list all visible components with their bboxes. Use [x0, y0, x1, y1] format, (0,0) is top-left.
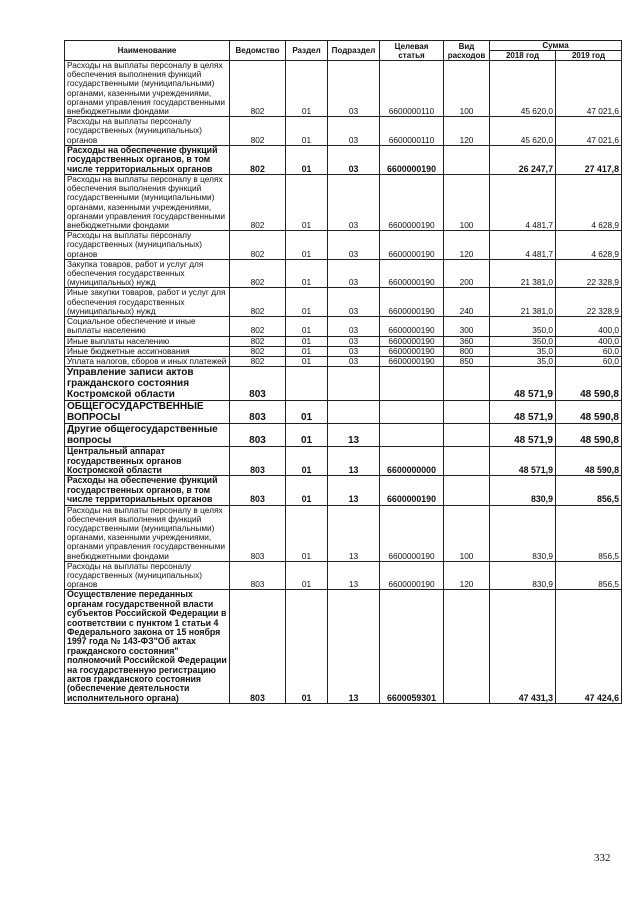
cell-razdel: 01	[286, 424, 328, 447]
cell-vedomstvo: 803	[230, 447, 286, 476]
cell-celevaya-statya: 6600000110	[380, 61, 444, 117]
cell-name: Иные бюджетные ассигнования	[65, 346, 230, 356]
cell-vedomstvo: 802	[230, 356, 286, 366]
cell-vedomstvo: 802	[230, 336, 286, 346]
cell-sum-2019: 400,0	[556, 336, 622, 346]
cell-razdel: 01	[286, 145, 328, 174]
cell-sum-2019: 27 417,8	[556, 145, 622, 174]
cell-sum-2019: 22 328,9	[556, 259, 622, 288]
cell-name: Расходы на выплаты персоналу в целях обеспечения выполнения функций государственными (муниципальными) органами, казенными учреждениями, органами управления государственными внебюджетными фондами	[65, 505, 230, 561]
cell-sum-2019: 47 021,6	[556, 117, 622, 146]
header-summa: Сумма	[490, 41, 622, 51]
cell-sum-2018: 830,9	[490, 476, 556, 505]
cell-sum-2019: 48 590,8	[556, 447, 622, 476]
cell-sum-2018: 830,9	[490, 505, 556, 561]
cell-celevaya-statya: 6600000190	[380, 317, 444, 336]
cell-vid-raskhodov: 800	[444, 346, 490, 356]
cell-vid-raskhodov	[444, 590, 490, 704]
table-row	[65, 317, 622, 336]
cell-podrazdel: 03	[328, 346, 380, 356]
cell-vedomstvo: 802	[230, 259, 286, 288]
cell-sum-2018: 4 481,7	[490, 175, 556, 231]
cell-podrazdel: 03	[328, 61, 380, 117]
cell-podrazdel: 03	[328, 288, 380, 317]
cell-celevaya-statya	[380, 401, 444, 424]
cell-vedomstvo: 803	[230, 476, 286, 505]
cell-podrazdel: 13	[328, 590, 380, 704]
cell-vedomstvo: 802	[230, 231, 286, 260]
cell-razdel: 01	[286, 231, 328, 260]
cell-podrazdel: 03	[328, 259, 380, 288]
cell-celevaya-statya: 6600000190	[380, 336, 444, 346]
cell-vid-raskhodov: 100	[444, 505, 490, 561]
cell-celevaya-statya: 6600000190	[380, 175, 444, 231]
table-row	[65, 505, 622, 561]
cell-celevaya-statya	[380, 424, 444, 447]
cell-podrazdel: 13	[328, 424, 380, 447]
cell-podrazdel: 03	[328, 231, 380, 260]
cell-name: Уплата налогов, сборов и иных платежей	[65, 356, 230, 366]
header-celevaya-statya: Целевая статья	[380, 41, 444, 61]
cell-sum-2019: 60,0	[556, 346, 622, 356]
cell-vid-raskhodov: 850	[444, 356, 490, 366]
cell-vedomstvo: 802	[230, 175, 286, 231]
table-row	[65, 259, 622, 288]
table-row	[65, 231, 622, 260]
table-row	[65, 424, 622, 447]
cell-celevaya-statya: 6600000110	[380, 117, 444, 146]
cell-sum-2018: 48 571,9	[490, 424, 556, 447]
cell-sum-2019: 856,5	[556, 505, 622, 561]
cell-sum-2018: 48 571,9	[490, 447, 556, 476]
cell-podrazdel: 03	[328, 356, 380, 366]
cell-sum-2018: 4 481,7	[490, 231, 556, 260]
cell-vedomstvo: 803	[230, 561, 286, 590]
cell-sum-2019: 48 590,8	[556, 424, 622, 447]
cell-vedomstvo: 803	[230, 424, 286, 447]
table-row	[65, 117, 622, 146]
table-row	[65, 447, 622, 476]
table-row	[65, 561, 622, 590]
cell-razdel: 01	[286, 356, 328, 366]
cell-vid-raskhodov	[444, 401, 490, 424]
header-podrazdel: Подраздел	[328, 41, 380, 61]
header-2018: 2018 год	[490, 51, 556, 61]
cell-vedomstvo: 802	[230, 317, 286, 336]
cell-celevaya-statya: 6600000190	[380, 505, 444, 561]
cell-razdel: 01	[286, 259, 328, 288]
cell-sum-2018: 350,0	[490, 336, 556, 346]
cell-sum-2019: 22 328,9	[556, 288, 622, 317]
cell-vid-raskhodov	[444, 424, 490, 447]
cell-razdel: 01	[286, 117, 328, 146]
cell-vid-raskhodov	[444, 476, 490, 505]
cell-sum-2018: 48 571,9	[490, 401, 556, 424]
cell-vid-raskhodov	[444, 447, 490, 476]
cell-celevaya-statya: 6600000190	[380, 231, 444, 260]
cell-name: Иные выплаты населению	[65, 336, 230, 346]
table-row	[65, 356, 622, 366]
cell-name: Центральный аппарат государственных органов Костромской области	[65, 447, 230, 476]
cell-sum-2019: 856,5	[556, 561, 622, 590]
cell-vid-raskhodov: 100	[444, 61, 490, 117]
cell-sum-2019: 856,5	[556, 476, 622, 505]
cell-razdel: 01	[286, 401, 328, 424]
table-row	[65, 61, 622, 117]
cell-vedomstvo: 802	[230, 346, 286, 356]
cell-sum-2019: 60,0	[556, 356, 622, 366]
cell-vedomstvo: 803	[230, 505, 286, 561]
cell-name: Осуществление переданных органам государственной власти субъектов Российской Федерации в соответствии с пунктом 1 статьи 4 Федерального закона от 15 ноября 1997 года № 143-ФЗ"Об актах гражданского состояния" полномочий Российской Федерации на государственную регистрацию актов гражданского состояния (обеспечение деятельности исполнительного органа)	[65, 590, 230, 704]
header-2019: 2019 год	[556, 51, 622, 61]
cell-name: Расходы на обеспечение функций государственных органов, в том числе территориальных органов	[65, 145, 230, 174]
cell-name: Расходы на обеспечение функций государственных органов, в том числе территориальных органов	[65, 476, 230, 505]
cell-celevaya-statya: 6600000000	[380, 447, 444, 476]
cell-vedomstvo: 802	[230, 288, 286, 317]
cell-sum-2019: 48 590,8	[556, 367, 622, 401]
cell-sum-2018: 45 620,0	[490, 61, 556, 117]
cell-vid-raskhodov: 100	[444, 175, 490, 231]
cell-celevaya-statya: 6600000190	[380, 346, 444, 356]
cell-podrazdel: 03	[328, 145, 380, 174]
cell-vid-raskhodov: 120	[444, 117, 490, 146]
cell-vid-raskhodov: 300	[444, 317, 490, 336]
cell-sum-2018: 830,9	[490, 561, 556, 590]
cell-sum-2019: 4 628,9	[556, 175, 622, 231]
cell-vid-raskhodov: 120	[444, 231, 490, 260]
cell-razdel	[286, 367, 328, 401]
cell-sum-2019: 47 424,6	[556, 590, 622, 704]
cell-name: Другие общегосударственные вопросы	[65, 424, 230, 447]
table-row	[65, 401, 622, 424]
header-vedomstvo: Ведомство	[230, 41, 286, 61]
cell-podrazdel: 03	[328, 117, 380, 146]
cell-razdel: 01	[286, 346, 328, 356]
cell-podrazdel: 13	[328, 505, 380, 561]
cell-sum-2018: 21 381,0	[490, 259, 556, 288]
cell-name: Расходы на выплаты персоналу государственных (муниципальных) органов	[65, 117, 230, 146]
cell-podrazdel: 03	[328, 317, 380, 336]
cell-vid-raskhodov	[444, 367, 490, 401]
cell-sum-2019: 47 021,6	[556, 61, 622, 117]
table-row	[65, 367, 622, 401]
cell-podrazdel	[328, 401, 380, 424]
cell-sum-2018: 26 247,7	[490, 145, 556, 174]
cell-vid-raskhodov: 360	[444, 336, 490, 346]
cell-vid-raskhodov: 240	[444, 288, 490, 317]
cell-name: Расходы на выплаты персоналу государственных (муниципальных) органов	[65, 561, 230, 590]
table-row	[65, 288, 622, 317]
cell-podrazdel: 03	[328, 336, 380, 346]
cell-sum-2018: 35,0	[490, 356, 556, 366]
cell-podrazdel: 13	[328, 476, 380, 505]
cell-vedomstvo: 803	[230, 590, 286, 704]
cell-razdel: 01	[286, 288, 328, 317]
cell-name: ОБЩЕГОСУДАРСТВЕННЫЕ ВОПРОСЫ	[65, 401, 230, 424]
cell-razdel: 01	[286, 175, 328, 231]
header-name: Наименование	[65, 41, 230, 61]
cell-sum-2018: 45 620,0	[490, 117, 556, 146]
cell-celevaya-statya: 6600000190	[380, 145, 444, 174]
cell-vedomstvo: 802	[230, 145, 286, 174]
cell-celevaya-statya: 6600000190	[380, 476, 444, 505]
cell-name: Социальное обеспечение и иные выплаты населению	[65, 317, 230, 336]
table-row	[65, 145, 622, 174]
cell-podrazdel: 13	[328, 561, 380, 590]
cell-vedomstvo: 802	[230, 61, 286, 117]
cell-vid-raskhodov	[444, 145, 490, 174]
cell-razdel: 01	[286, 336, 328, 346]
cell-vid-raskhodov: 200	[444, 259, 490, 288]
cell-sum-2018: 47 431,3	[490, 590, 556, 704]
cell-sum-2019: 4 628,9	[556, 231, 622, 260]
cell-celevaya-statya: 6600000190	[380, 259, 444, 288]
cell-name: Расходы на выплаты персоналу государственных (муниципальных) органов	[65, 231, 230, 260]
cell-sum-2019: 48 590,8	[556, 401, 622, 424]
cell-razdel: 01	[286, 505, 328, 561]
cell-podrazdel: 13	[328, 447, 380, 476]
cell-vedomstvo: 802	[230, 117, 286, 146]
header-razdel: Раздел	[286, 41, 328, 61]
cell-name: Иные закупки товаров, работ и услуг для обеспечения государственных (муниципальных) нужд	[65, 288, 230, 317]
header-vid-raskhodov: Вид расходов	[444, 41, 490, 61]
cell-vedomstvo: 803	[230, 367, 286, 401]
cell-name: Расходы на выплаты персоналу в целях обеспечения выполнения функций государственными (муниципальными) органами, казенными учреждениями, органами управления государственными внебюджетными фондами	[65, 61, 230, 117]
cell-sum-2019: 400,0	[556, 317, 622, 336]
cell-razdel: 01	[286, 561, 328, 590]
table-row	[65, 175, 622, 231]
table-row	[65, 346, 622, 356]
cell-sum-2018: 35,0	[490, 346, 556, 356]
cell-sum-2018: 350,0	[490, 317, 556, 336]
cell-celevaya-statya: 6600000190	[380, 288, 444, 317]
cell-razdel: 01	[286, 590, 328, 704]
cell-celevaya-statya	[380, 367, 444, 401]
table-row	[65, 336, 622, 346]
cell-celevaya-statya: 6600000190	[380, 356, 444, 366]
table-row	[65, 590, 622, 704]
cell-sum-2018: 48 571,9	[490, 367, 556, 401]
cell-celevaya-statya: 6600059301	[380, 590, 444, 704]
cell-name: Закупка товаров, работ и услуг для обеспечения государственных (муниципальных) нужд	[65, 259, 230, 288]
cell-sum-2018: 21 381,0	[490, 288, 556, 317]
cell-razdel: 01	[286, 317, 328, 336]
cell-celevaya-statya: 6600000190	[380, 561, 444, 590]
cell-razdel: 01	[286, 447, 328, 476]
cell-vid-raskhodov: 120	[444, 561, 490, 590]
cell-razdel: 01	[286, 61, 328, 117]
table-row	[65, 476, 622, 505]
page-number: 332	[594, 852, 611, 864]
cell-podrazdel: 03	[328, 175, 380, 231]
cell-name: Управление записи актов гражданского состояния Костромской области	[65, 367, 230, 401]
cell-vedomstvo: 803	[230, 401, 286, 424]
cell-razdel: 01	[286, 476, 328, 505]
cell-name: Расходы на выплаты персоналу в целях обеспечения выполнения функций государственными (муниципальными) органами, казенными учреждениями, органами управления государственными внебюджетными фондами	[65, 175, 230, 231]
budget-table	[64, 40, 622, 704]
cell-podrazdel	[328, 367, 380, 401]
